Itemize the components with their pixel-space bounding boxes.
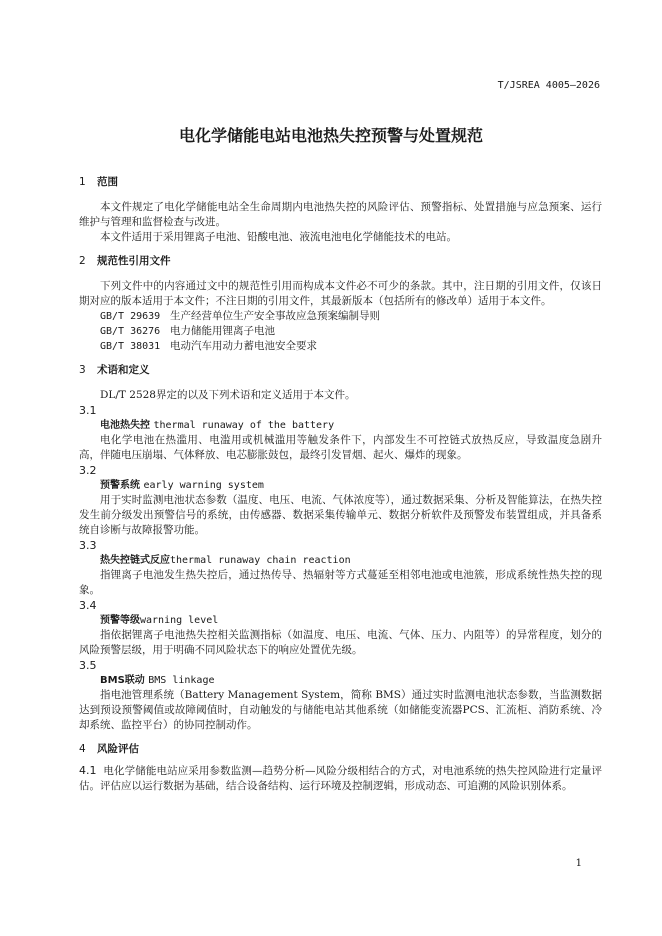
section-heading-terms-and-definitions <box>79 362 602 378</box>
reference-title: 电力储能用锂离子电池 <box>170 325 275 337</box>
term-name-cn: 预警等级 <box>100 615 140 626</box>
term-number: 3.4 <box>79 599 97 612</box>
section-heading-scope <box>79 174 602 190</box>
section-title: 规范性引用文件 <box>97 255 171 267</box>
term-name-cn: 热失控链式反应 <box>100 555 170 566</box>
term-number: 3.3 <box>79 539 97 552</box>
section-title: 风险评估 <box>97 743 139 755</box>
scope-paragraph-1: 本文件规定了电化学储能电站全生命周期内电池热失控的风险评估、预警指标、处置措施与应急预案、运行维护与管理和监督检查与改进。 <box>79 201 602 228</box>
term-name <box>79 553 602 568</box>
scope-paragraph-2: 本文件适用于采用锂离子电池、铅酸电池、液流电池电化学储能技术的电站。 <box>100 231 457 243</box>
section-heading-normative-references <box>79 253 602 269</box>
reference-code: GB/T 36276 <box>100 326 161 337</box>
clause-number: 4.1 <box>79 764 97 777</box>
term-name <box>79 613 602 628</box>
reference-title: 电动汽车用动力蓄电池安全要求 <box>170 340 317 352</box>
normative-references-intro: 下列文件中的内容通过文中的规范性引用而构成本文件必不可少的条款。其中，注日期的引用文件，仅该日期对应的版本适用于本文件；不注日期的引用文件，其最新版本（包括所有的修改单）适用于本文件。 <box>79 280 602 307</box>
term-name-cn: 电池热失控 <box>100 420 150 431</box>
reference-item <box>79 339 602 354</box>
reference-code: GB/T 29639 <box>100 311 161 322</box>
term-number: 3.5 <box>79 659 97 672</box>
reference-item <box>79 309 602 324</box>
term-name-en: early warning system <box>143 480 264 491</box>
term-name-en: BMS linkage <box>148 675 215 686</box>
reference-code: GB/T 38031 <box>100 341 161 352</box>
term-definition: 用于实时监测电池状态参数（温度、电压、电流、气体浓度等），通过数据采集、分析及智能算法，在热失控发生前分级发出预警信号的系统，由传感器、数据采集传输单元、数据分析软件及预警发布装置组成，并具备系统自诊断与故障报警功能。 <box>79 494 602 536</box>
term-number: 3.1 <box>79 404 97 417</box>
term-name-en: warning level <box>140 615 219 626</box>
term-definition: 指锂离子电池发生热失控后，通过热传导、热辐射等方式蔓延至相邻电池或电池簇，形成系统性热失控的现象。 <box>79 569 602 596</box>
reference-title: 生产经营单位生产安全事故应急预案编制导则 <box>170 310 380 322</box>
term-name-cn: BMS联动 <box>100 675 145 686</box>
section-number: 3 <box>79 364 86 376</box>
section-number: 4 <box>79 743 86 755</box>
term-definition: 指电池管理系统（Battery Management System，简称 BMS）通过实时监测电池状态参数，当监测数据达到预设预警阈值或故障阈值时，自动触发的与储能电站其他系统（如储能变流器PCS、汇流柜、消防系统、冷却系统、监控平台）的协同控制动作。 <box>79 689 602 731</box>
reference-item <box>79 324 602 339</box>
section-heading-risk-assessment <box>79 741 602 757</box>
term-name <box>79 478 602 493</box>
term-name <box>79 673 602 688</box>
term-number: 3.2 <box>79 464 97 477</box>
clause-text: 电化学储能电站应采用参数监测—趋势分析—风险分级相结合的方式，对电池系统的热失控风险进行定量评估。评估应以运行数据为基础，结合设备结构、运行环境及控制逻辑，形成动态、可追溯的风险识别体系。 <box>79 765 602 792</box>
section-number: 1 <box>79 176 86 188</box>
document-title: 电化学储能电站电池热失控预警与处置规范 <box>178 126 483 145</box>
term-name-en: thermal runaway of the battery <box>153 420 335 431</box>
term-name-en: thermal runaway chain reaction <box>170 555 351 566</box>
document-body <box>79 174 602 794</box>
term-definition: 电化学电池在热滥用、电滥用或机械滥用等触发条件下，内部发生不可控链式放热反应，导致温度急剧升高，伴随电压崩塌、气体释放、电芯膨胀鼓包，最终引发冒烟、起火、爆炸的现象。 <box>79 434 602 461</box>
page-number: 1 <box>575 858 582 869</box>
section-title: 范围 <box>97 176 118 188</box>
term-name <box>79 418 602 433</box>
section-number: 2 <box>79 255 86 267</box>
standard-number: T/JSREA 4005—2026 <box>497 80 600 91</box>
terms-intro: DL/T 2528界定的以及下列术语和定义适用于本文件。 <box>100 389 356 401</box>
section-title: 术语和定义 <box>97 364 150 376</box>
term-name-cn: 预警系统 <box>100 480 140 491</box>
term-definition: 指依据锂离子电池热失控相关监测指标（如温度、电压、电流、气体、压力、内阻等）的异常程度，划分的风险预警层级，用于明确不同风险状态下的响应处置优先级。 <box>79 629 602 656</box>
risk-clause-4-1 <box>79 763 602 794</box>
